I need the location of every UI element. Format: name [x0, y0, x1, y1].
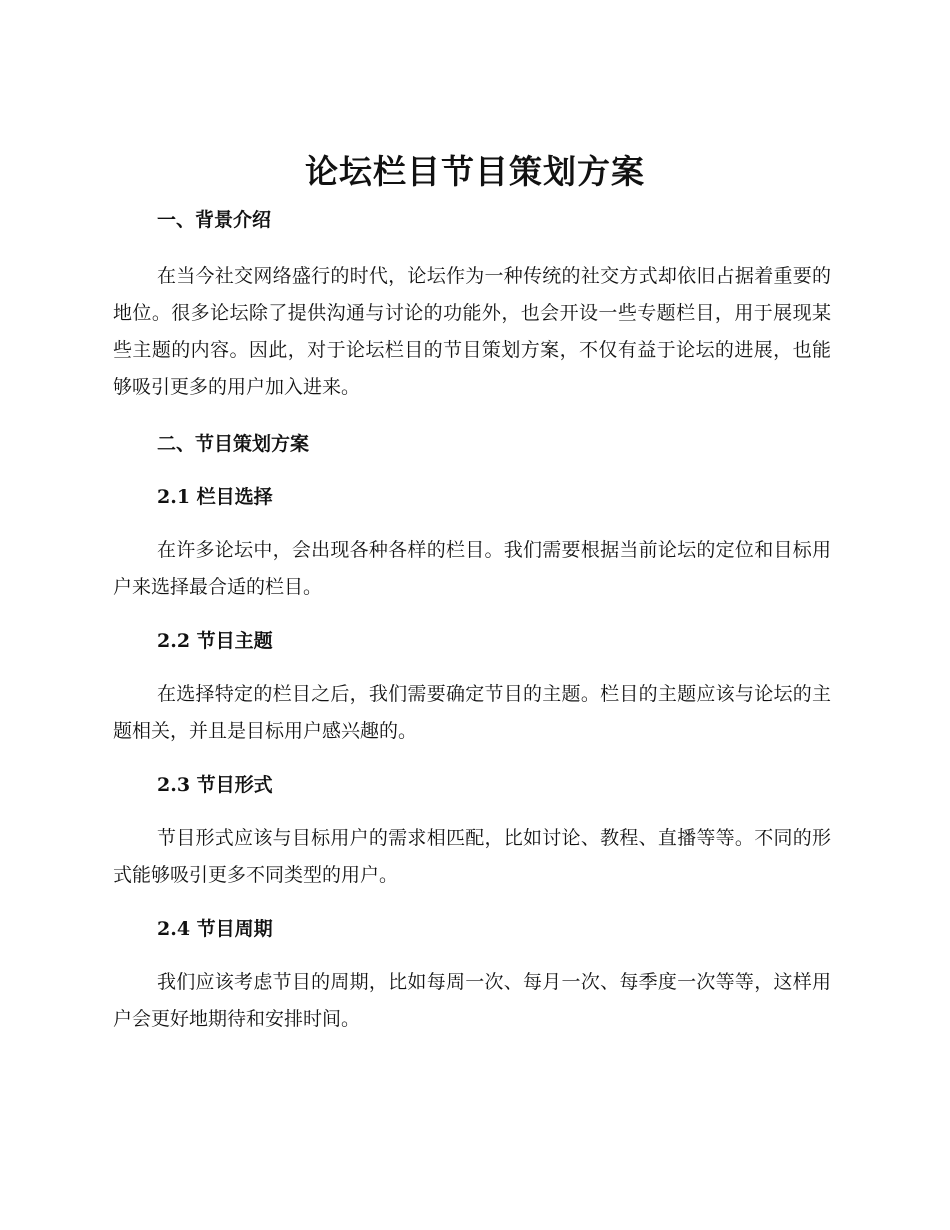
subsection-heading-column-selection: 2.1 栏目选择 — [157, 486, 273, 508]
subsection-paragraph-program-theme: 在选择特定的栏目之后，我们需要确定节目的主题。栏目的主题应该与论坛的主题相关，并且是目标用户感兴趣的。 — [113, 683, 831, 742]
section-paragraph-background: 在当今社交网络盛行的时代，论坛作为一种传统的社交方式却依旧占据着重要的地位。很多论坛除了提供沟通与讨论的功能外，也会开设一些专题栏目，用于展现某些主题的内容。因此，对于论坛栏目的节目策划方案，不仅有益于论坛的进展，也能够吸引更多的用户加入进来。 — [113, 265, 831, 398]
subsection-paragraph-column-selection: 在许多论坛中，会出现各种各样的栏目。我们需要根据当前论坛的定位和目标用户来选择最合适的栏目。 — [113, 539, 831, 598]
section-heading-plan: 二、节目策划方案 — [157, 433, 310, 455]
subsection-paragraph-program-format: 节目形式应该与目标用户的需求相匹配，比如讨论、教程、直播等等。不同的形式能够吸引更多不同类型的用户。 — [113, 827, 831, 886]
subsection-paragraph-program-cycle: 我们应该考虑节目的周期，比如每周一次、每月一次、每季度一次等等，这样用户会更好地期待和安排时间。 — [113, 971, 831, 1030]
subsection-heading-program-cycle: 2.4 节目周期 — [157, 918, 273, 940]
subsection-heading-program-theme: 2.2 节目主题 — [157, 630, 273, 652]
page-title: 论坛栏目节目策划方案 — [305, 152, 645, 191]
document-body — [113, 202, 831, 1038]
section-heading-background: 一、背景介绍 — [157, 209, 272, 231]
subsection-heading-program-format: 2.3 节目形式 — [157, 774, 273, 796]
